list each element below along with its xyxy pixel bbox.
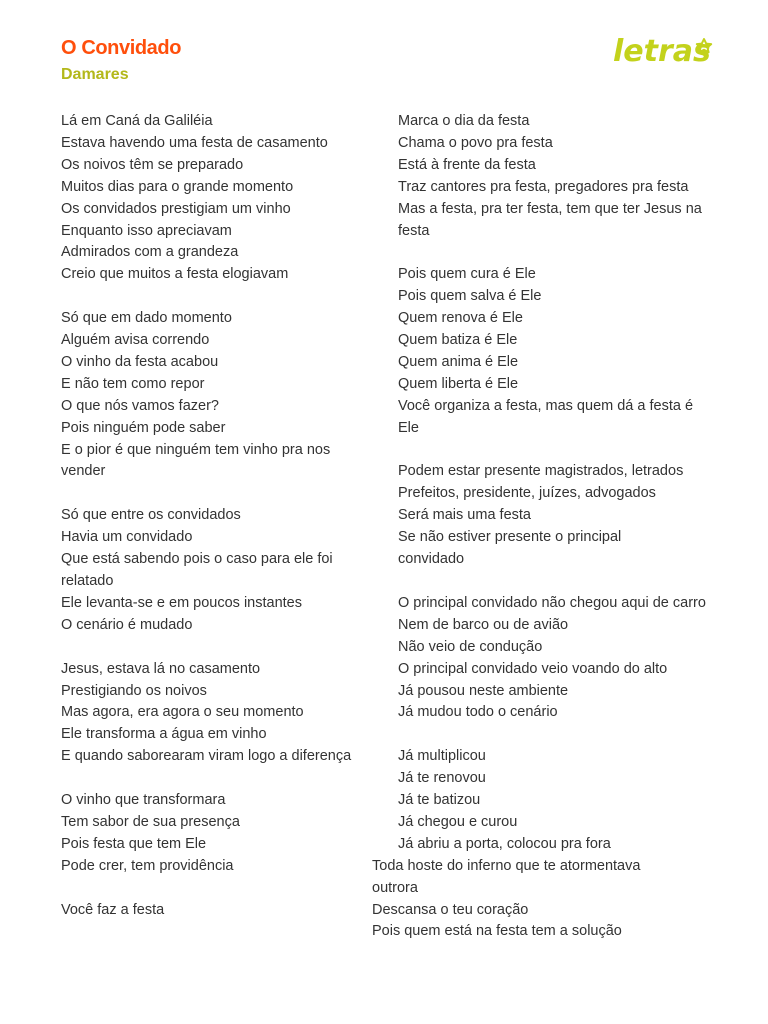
lyric-line: E quando saborearam viram logo a diferença bbox=[61, 748, 352, 765]
lyric-line: O cenário é mudado bbox=[61, 616, 193, 633]
lyric-line: Quem anima é Ele bbox=[398, 353, 519, 370]
artist-name: Damares bbox=[61, 66, 129, 83]
lyric-line: Quem renova é Ele bbox=[398, 310, 523, 327]
lyric-line: Pode crer, tem providência bbox=[61, 857, 234, 874]
lyric-line: Tem sabor de sua presença bbox=[61, 813, 240, 830]
letras-logo-graphic bbox=[611, 34, 713, 68]
lyric-line: Já pousou neste ambiente bbox=[398, 682, 569, 699]
letras-logo[interactable] bbox=[611, 34, 713, 68]
lyric-line: Estava havendo uma festa de casamento bbox=[61, 134, 328, 151]
lyric-line: Quem liberta é Ele bbox=[398, 375, 519, 392]
lyric-line: Prefeitos, presidente, juízes, advogados bbox=[398, 485, 656, 502]
lyrics-column-right bbox=[372, 111, 718, 943]
lyric-line: Muitos dias para o grande momento bbox=[61, 178, 294, 195]
lyric-line: Você faz a festa bbox=[61, 901, 165, 918]
lyric-line: Não veio de condução bbox=[398, 638, 543, 655]
lyric-line: Toda hoste do inferno que te atormentava outrora bbox=[372, 857, 641, 896]
lyric-line: Admirados com a grandeza bbox=[61, 244, 239, 261]
lyric-line: Pois ninguém pode saber bbox=[61, 419, 226, 436]
lyric-line: Já abriu a porta, colocou pra fora bbox=[398, 835, 611, 852]
lyric-line: Se não estiver presente o principal convidado bbox=[398, 529, 622, 568]
lyric-line: Mas agora, era agora o seu momento bbox=[61, 704, 304, 721]
lyric-line: Já multiplicou bbox=[398, 748, 486, 765]
lyric-line: E o pior é que ninguém tem vinho pra nos vender bbox=[61, 441, 331, 480]
lyric-line: E não tem como repor bbox=[61, 375, 205, 392]
lyric-line: Chama o povo pra festa bbox=[398, 134, 553, 151]
lyric-line: O vinho que transformara bbox=[61, 792, 226, 809]
lyric-line: Será mais uma festa bbox=[398, 507, 531, 524]
lyric-line: Pois quem salva é Ele bbox=[398, 288, 542, 305]
lyric-line: Já te renovou bbox=[398, 770, 486, 787]
lyrics-column-left bbox=[61, 111, 361, 921]
lyric-line: Prestigiando os noivos bbox=[61, 682, 207, 699]
letras-logo-text: letras bbox=[613, 34, 711, 68]
lyric-line: Só que em dado momento bbox=[61, 310, 232, 327]
lyric-line: Os convidados prestigiam um vinho bbox=[61, 200, 291, 217]
lyric-line: Ele levanta-se e em poucos instantes bbox=[61, 594, 302, 611]
lyric-line: Só que entre os convidados bbox=[61, 507, 241, 524]
lyric-line: Alguém avisa correndo bbox=[61, 332, 210, 349]
lyric-line: Que está sabendo pois o caso para ele foi relatado bbox=[61, 551, 333, 589]
lyric-line: Marca o dia da festa bbox=[398, 113, 530, 129]
lyric-line: Mas a festa, pra ter festa, tem que ter Jesus na festa bbox=[398, 200, 702, 239]
lyric-line: Creio que muitos a festa elogiavam bbox=[61, 266, 289, 283]
lyric-line: Jesus, estava lá no casamento bbox=[61, 660, 261, 677]
lyric-line: O principal convidado veio voando do alto bbox=[398, 660, 668, 677]
lyric-line: Pois festa que tem Ele bbox=[61, 835, 207, 852]
lyric-line: Ele transforma a água em vinho bbox=[61, 726, 267, 743]
lyric-line: Os noivos têm se preparado bbox=[61, 156, 244, 173]
lyric-line: Pois quem está na festa tem a solução bbox=[372, 923, 622, 940]
lyric-line: Está à frente da festa bbox=[398, 156, 536, 173]
lyric-line: Lá em Caná da Galiléia bbox=[61, 113, 213, 129]
lyric-line: Já mudou todo o cenário bbox=[398, 704, 558, 721]
lyric-line: Você organiza a festa, mas quem dá a festa é Ele bbox=[398, 397, 694, 436]
lyric-line: Pois quem cura é Ele bbox=[398, 266, 536, 283]
lyric-line: O vinho da festa acabou bbox=[61, 353, 219, 370]
lyric-line: Traz cantores pra festa, pregadores pra festa bbox=[398, 178, 689, 195]
lyric-line: O principal convidado não chegou aqui de carro bbox=[398, 594, 706, 611]
lyric-line: Havia um convidado bbox=[61, 529, 193, 546]
lyric-line: O que nós vamos fazer? bbox=[61, 397, 219, 414]
lyric-line: Descansa o teu coração bbox=[372, 901, 529, 918]
lyric-line: Enquanto isso apreciavam bbox=[61, 222, 232, 239]
lyric-line: Nem de barco ou de avião bbox=[398, 616, 569, 633]
song-title: O Convidado bbox=[61, 37, 182, 59]
page-header bbox=[61, 34, 711, 94]
lyric-line: Já te batizou bbox=[398, 792, 481, 809]
lyric-line: Já chegou e curou bbox=[398, 813, 518, 830]
lyric-line: Quem batiza é Ele bbox=[398, 332, 518, 349]
lyric-line: Podem estar presente magistrados, letrados bbox=[398, 463, 684, 480]
